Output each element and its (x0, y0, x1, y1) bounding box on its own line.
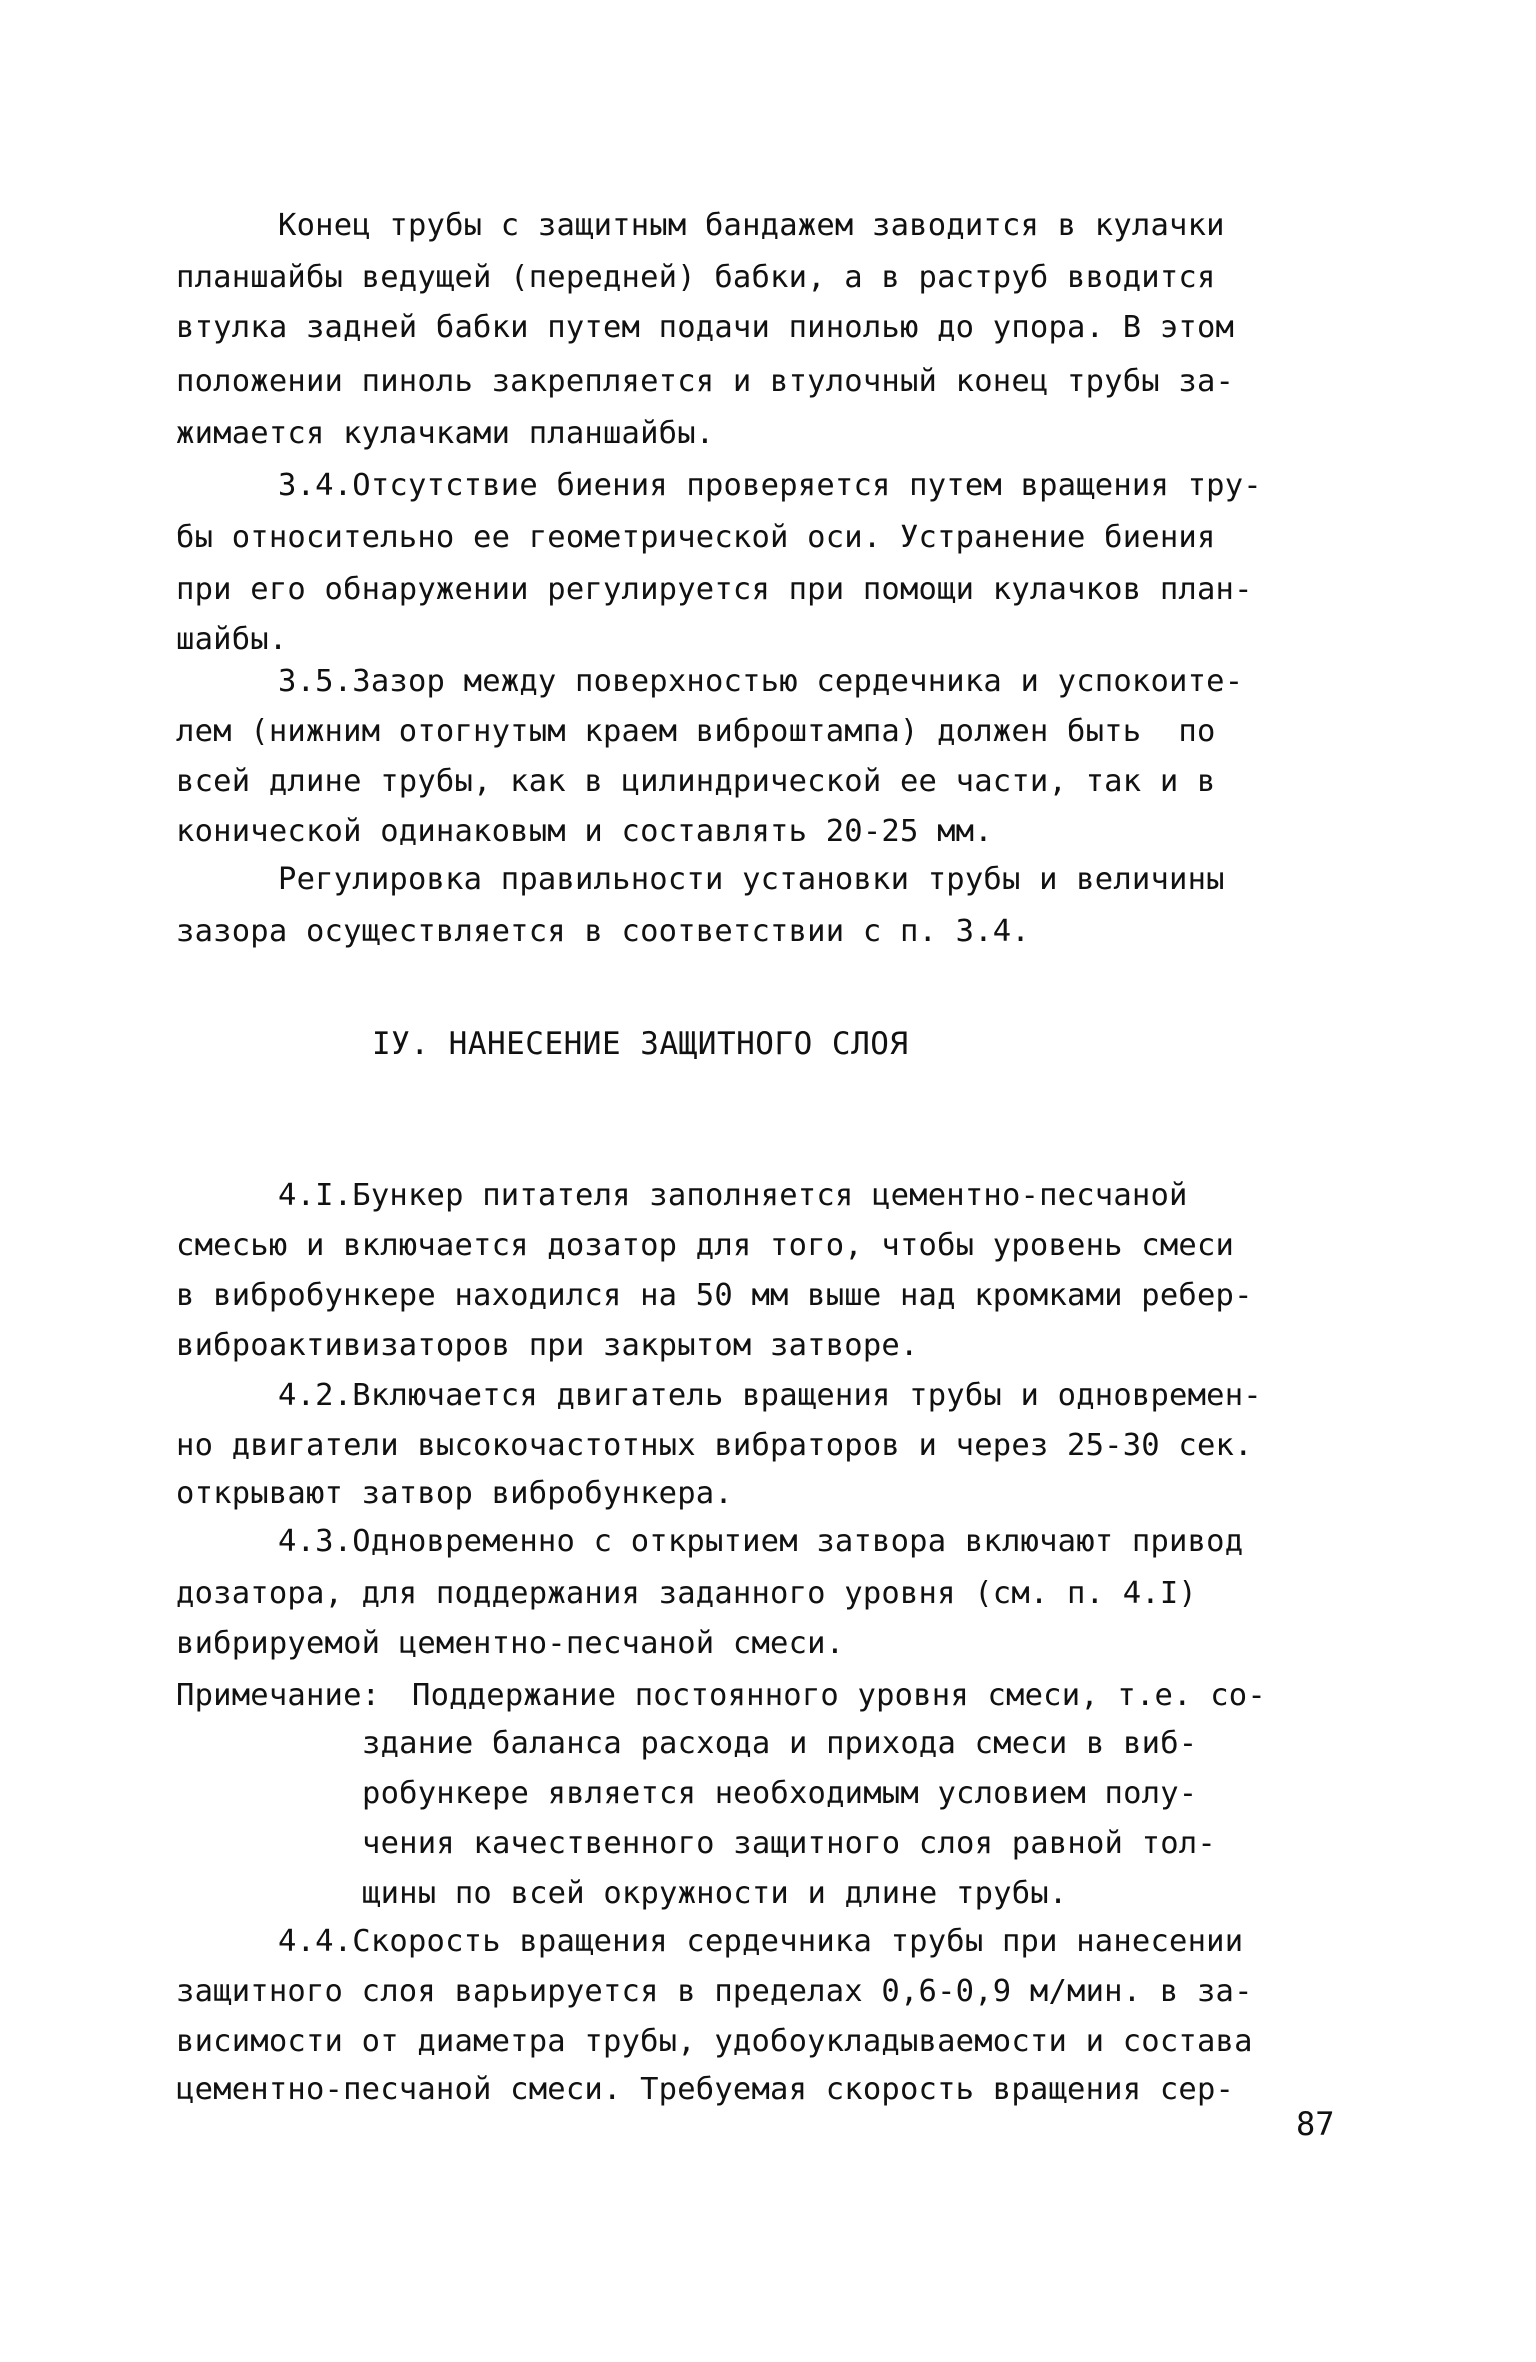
text-line: планшайбы ведущей (передней) бабки, а в раструб вводится (176, 260, 1216, 295)
text-line: 4.I.Бункер питателя заполняется цементно-песчаной (278, 1178, 1188, 1213)
text-line: 3.5.Зазор между поверхностью сердечника и успокоите- (278, 664, 1244, 699)
note-line: здание баланса расхода и прихода смеси в виб- (362, 1726, 1198, 1761)
note-line: чения качественного защитного слоя равной тол- (362, 1826, 1216, 1861)
text-line: при его обнаружении регулируется при помощи кулачков план- (176, 572, 1253, 607)
text-line: висимости от диаметра трубы, удобоукладываемости и состава (176, 2024, 1253, 2059)
text-line: 3.4.Отсутствие биения проверяется путем вращения тру- (278, 468, 1262, 503)
text-line: жимается кулачками планшайбы. (176, 416, 715, 451)
text-line: конической одинаковым и составлять 20-25 мм. (176, 814, 993, 849)
text-line: но двигатели высокочастотных вибраторов и через 25-30 сек. (176, 1428, 1253, 1463)
note-line: щины по всей окружности и длине трубы. (362, 1876, 1068, 1911)
text-line: Регулировка правильности установки трубы и величины (278, 862, 1225, 897)
note-label: Примечание: (176, 1678, 381, 1713)
text-line: 4.4.Скорость вращения сердечника трубы при нанесении (278, 1924, 1244, 1959)
text-line: бы относительно ее геометрической оси. Устранение биения (176, 520, 1216, 555)
text-line: положении пиноль закрепляется и втулочный конец трубы за- (176, 364, 1235, 399)
text-line: втулка задней бабки путем подачи пинолью до упора. В этом (176, 310, 1235, 345)
note-line: робункере является необходимым условием полу- (362, 1776, 1198, 1811)
text-line: 4.2.Включается двигатель вращения трубы и одновремен- (278, 1378, 1262, 1413)
note-line: Поддержание постоянного уровня смеси, т.е. со- (412, 1678, 1266, 1713)
text-line: дозатора, для поддержания заданного уровня (см. п. 4.I) (176, 1576, 1197, 1611)
text-line: смесью и включается дозатор для того, чтобы уровень смеси (176, 1228, 1235, 1263)
text-line: защитного слоя варьируется в пределах 0,6-0,9 м/мин. в за- (176, 1974, 1253, 2009)
text-line: Конец трубы с защитным бандажем заводится в кулачки (278, 208, 1225, 243)
text-line: открывают затвор вибробункера. (176, 1476, 733, 1511)
text-line: зазора осуществляется в соответствии с п. 3.4. (176, 914, 1030, 949)
text-line: лем (нижним отогнутым краем виброштампа) должен быть по (176, 714, 1216, 749)
text-line: в вибробункере находился на 50 мм выше над кромками ребер- (176, 1278, 1253, 1313)
text-line: цементно-песчаной смеси. Требуемая скорость вращения сер- (176, 2072, 1235, 2107)
text-line: 4.3.Одновременно с открытием затвора включают привод (278, 1524, 1244, 1559)
section-heading: IУ. НАНЕСЕНИЕ ЗАЩИТНОГО СЛОЯ (372, 1026, 909, 1062)
text-line: всей длине трубы, как в цилиндрической ее части, так и в (176, 764, 1216, 799)
text-line: виброактивизаторов при закрытом затворе. (176, 1328, 919, 1363)
text-line: вибрируемой цементно-песчаной смеси. (176, 1626, 845, 1661)
text-line: шайбы. (176, 622, 288, 657)
page-number: 87 (1296, 2105, 1335, 2143)
